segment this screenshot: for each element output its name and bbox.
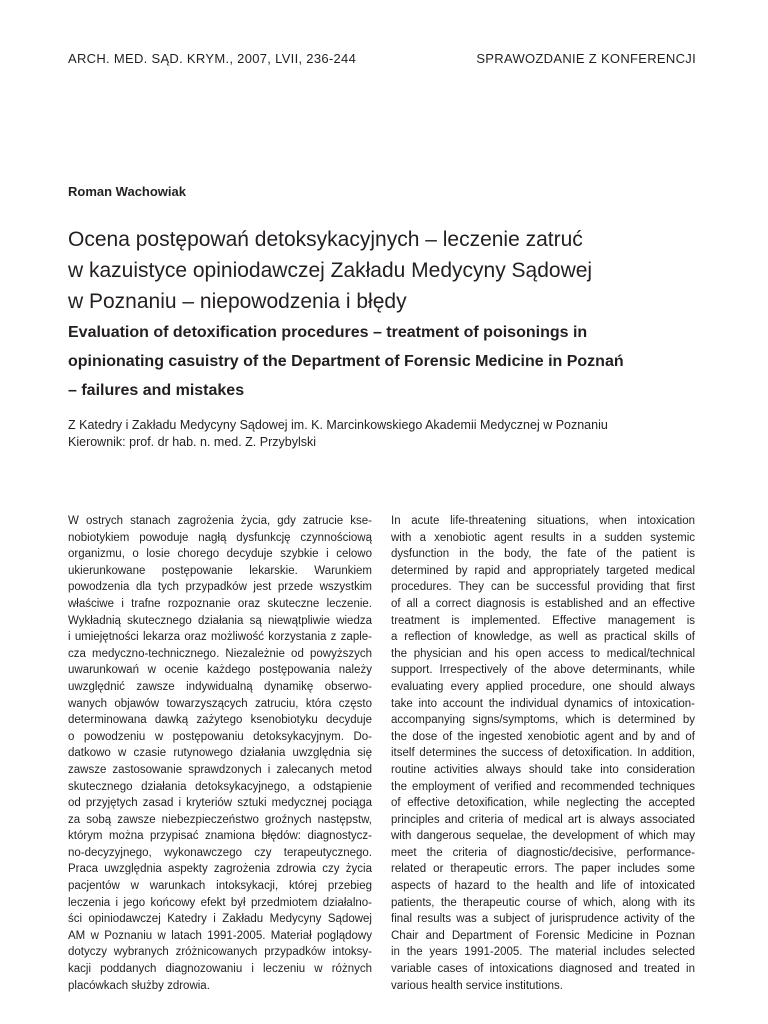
abstract-line: principles and criteria of medical art is always associated bbox=[391, 813, 695, 826]
title-english-line: Evaluation of detoxification procedures – treatment of poisonings in bbox=[68, 324, 588, 341]
abstract-line: od przyjętych zasad i kryteriów sztuki medycznej pociąga bbox=[68, 797, 372, 810]
abstract-line: aspects of hazard to the health and life of intoxicated bbox=[391, 880, 695, 893]
abstract-line: dotyczy wybranych zróżnicowanych przypadków intoksy- bbox=[68, 946, 372, 959]
abstract-line: support. Irrespectively of the above determinants, while bbox=[391, 664, 695, 677]
abstract-line: final results was a subject of jurisprudence activity of the bbox=[391, 913, 695, 926]
abstract-line: kacji poddanych diagnozowaniu i leczeniu w różnych bbox=[68, 963, 372, 976]
abstract-line: variable cases of intoxications diagnosed and treated in bbox=[391, 963, 695, 976]
abstract-line: meet the criteria of diagnostic/decisive, performance- bbox=[391, 846, 695, 859]
abstract-line: którym można przypisać znamiona błędów: diagnostycz- bbox=[68, 830, 372, 843]
abstract-polish bbox=[68, 513, 372, 994]
abstract-line: uwzględnić zawsze indywidualną dynamikę obserwo- bbox=[68, 680, 372, 693]
abstract-english bbox=[391, 513, 695, 994]
abstract-line: related or therapeutic errors. The paper includes some bbox=[391, 863, 695, 876]
abstract-line: dysfunction in the body, the fate of the patient is bbox=[391, 548, 695, 561]
abstract-line: a reflection of knowledge, as well as practical skills of bbox=[391, 631, 695, 644]
title-english-line: opinionating casuistry of the Department of Forensic Medicine in Poznań bbox=[68, 353, 624, 370]
abstract-line: with a xenobiotic agent results in a sudden systemic bbox=[391, 531, 695, 544]
abstract-line: o powodzeniu w postępowaniu detoksykacyjnym. Do- bbox=[68, 730, 372, 743]
abstract-line: uwarunkowań w ocenie każdego postępowania należy bbox=[68, 664, 372, 677]
abstract-line: determinowana dawką zażytego ksenobiotyku decyduje bbox=[68, 714, 372, 727]
abstract-line: no-decyzyjnego, wykonawczego czy terapeutycznego. bbox=[68, 846, 372, 859]
abstract-line: leczenia i jego końcowy efekt był przedmiotem działalno- bbox=[68, 896, 372, 909]
abstract-line: take into account the individual dynamics of intoxication- bbox=[391, 697, 695, 710]
title-polish-line: w Poznaniu – niepowodzenia i błędy bbox=[68, 290, 407, 313]
abstract-line: in the years 1991-2005. The material includes selected bbox=[391, 946, 695, 959]
abstract-line: organizmu, o losie chorego decyduje szybkie i celowo bbox=[68, 548, 372, 561]
abstract-line: itself determines the success of detoxification. In addition, bbox=[391, 747, 695, 760]
title-english bbox=[68, 318, 708, 405]
abstract-line: accompanying signs/symptoms, which is determined by bbox=[391, 714, 695, 727]
title-english-line: – failures and mistakes bbox=[68, 382, 245, 399]
abstract-line: Wykładnią skutecznego działania są niewątpliwie wiedza bbox=[68, 614, 372, 627]
journal-citation: ARCH. MED. SĄD. KRYM., 2007, LVII, 236-244 bbox=[68, 51, 357, 66]
title-polish bbox=[68, 224, 708, 317]
abstract-line: powodzenia dla tych przypadków jest przede wszystkim bbox=[68, 581, 372, 594]
abstract-line: evaluating every applied procedure, one should always bbox=[391, 680, 695, 693]
author-name: Roman Wachowiak bbox=[68, 184, 186, 199]
abstract-line: patients, the therapeutic course of which, along with its bbox=[391, 896, 695, 909]
abstract-line: i umiejętności lekarza oraz możliwość korzystania z zaple- bbox=[68, 631, 372, 644]
abstract-line: the employment of verified and recommended techniques bbox=[391, 780, 695, 793]
abstract-line: zawsze zastosowanie sprawdzonych i zalecanych metod bbox=[68, 763, 372, 776]
abstract-line: of all a correct diagnosis is established and an effective bbox=[391, 597, 695, 610]
abstract-line: wanych objawów towarzyszących zatruciu, która często bbox=[68, 697, 372, 710]
abstract-line: determined by rapid and appropriately targeted medical bbox=[391, 564, 695, 577]
abstract-line: In acute life-threatening situations, when intoxication bbox=[391, 515, 695, 527]
abstract-line: Praca uwzględnia aspekty zagrożenia zdrowia czy życia bbox=[68, 863, 372, 876]
abstract-line: ukierunkowane postępowanie lekarskie. Warunkiem bbox=[68, 564, 372, 577]
abstract-line: the dose of the ingested xenobiotic agent and by and of bbox=[391, 730, 695, 743]
abstract-line: datkowo w czasie rutynowego działania uwzględnia się bbox=[68, 747, 372, 760]
abstract-line: pacjentów w warunkach intoksykacji, której przebieg bbox=[68, 880, 372, 893]
abstract-line: treatment is implemented. Effective management is bbox=[391, 614, 695, 627]
affiliation bbox=[68, 417, 708, 451]
abstract-line: Chair and Department of Forensic Medicine in Poznan bbox=[391, 929, 695, 942]
abstract-line: various health service institutions. bbox=[391, 979, 563, 992]
abstract-line: with dangerous sequelae, the development of which may bbox=[391, 830, 695, 843]
abstract-line: of effective detoxification, while neglecting the accepted bbox=[391, 797, 695, 810]
abstract-line: the physician and his open access to medical/technical bbox=[391, 647, 695, 660]
abstract-line: ści opiniodawczej Katedry i Zakładu Medycyny Sądowej bbox=[68, 913, 372, 926]
abstract-line: AM w Poznaniu w latach 1991-2005. Materiał poglądowy bbox=[68, 929, 372, 942]
abstract-line: routine activities always should take into consideration bbox=[391, 763, 695, 776]
affiliation-institution: Z Katedry i Zakładu Medycyny Sądowej im. K. Marcinkowskiego Akademii Medycznej w Poznaniu bbox=[68, 418, 608, 432]
title-polish-line: w kazuistyce opiniodawczej Zakładu Medycyny Sądowej bbox=[68, 259, 593, 282]
abstract-line: placówkach służby zdrowia. bbox=[68, 979, 210, 992]
section-label: SPRAWOZDANIE Z KONFERENCJI bbox=[476, 51, 696, 66]
abstract-line: za sobą zawsze niebezpieczeństwo groźnych następstw, bbox=[68, 813, 372, 826]
abstract-line: właściwe i trafne rozpoznanie oraz skuteczne leczenie. bbox=[68, 597, 372, 610]
abstract-line: nobiotykiem powoduje nagłą dysfunkcję czynnościową bbox=[68, 531, 372, 544]
abstract-line: cza medyczno-technicznego. Niezależnie od powyższych bbox=[68, 647, 372, 660]
title-polish-line: Ocena postępowań detoksykacyjnych – leczenie zatruć bbox=[68, 228, 583, 251]
abstract-line: procedures. They can be successful providing that first bbox=[391, 581, 695, 594]
affiliation-head: Kierownik: prof. dr hab. n. med. Z. Przybylski bbox=[68, 435, 317, 449]
abstract-line: skutecznego działania detoksykacyjnego, a odstąpienie bbox=[68, 780, 372, 793]
abstract-line: W ostrych stanach zagrożenia życia, gdy zatrucie kse- bbox=[68, 515, 372, 527]
